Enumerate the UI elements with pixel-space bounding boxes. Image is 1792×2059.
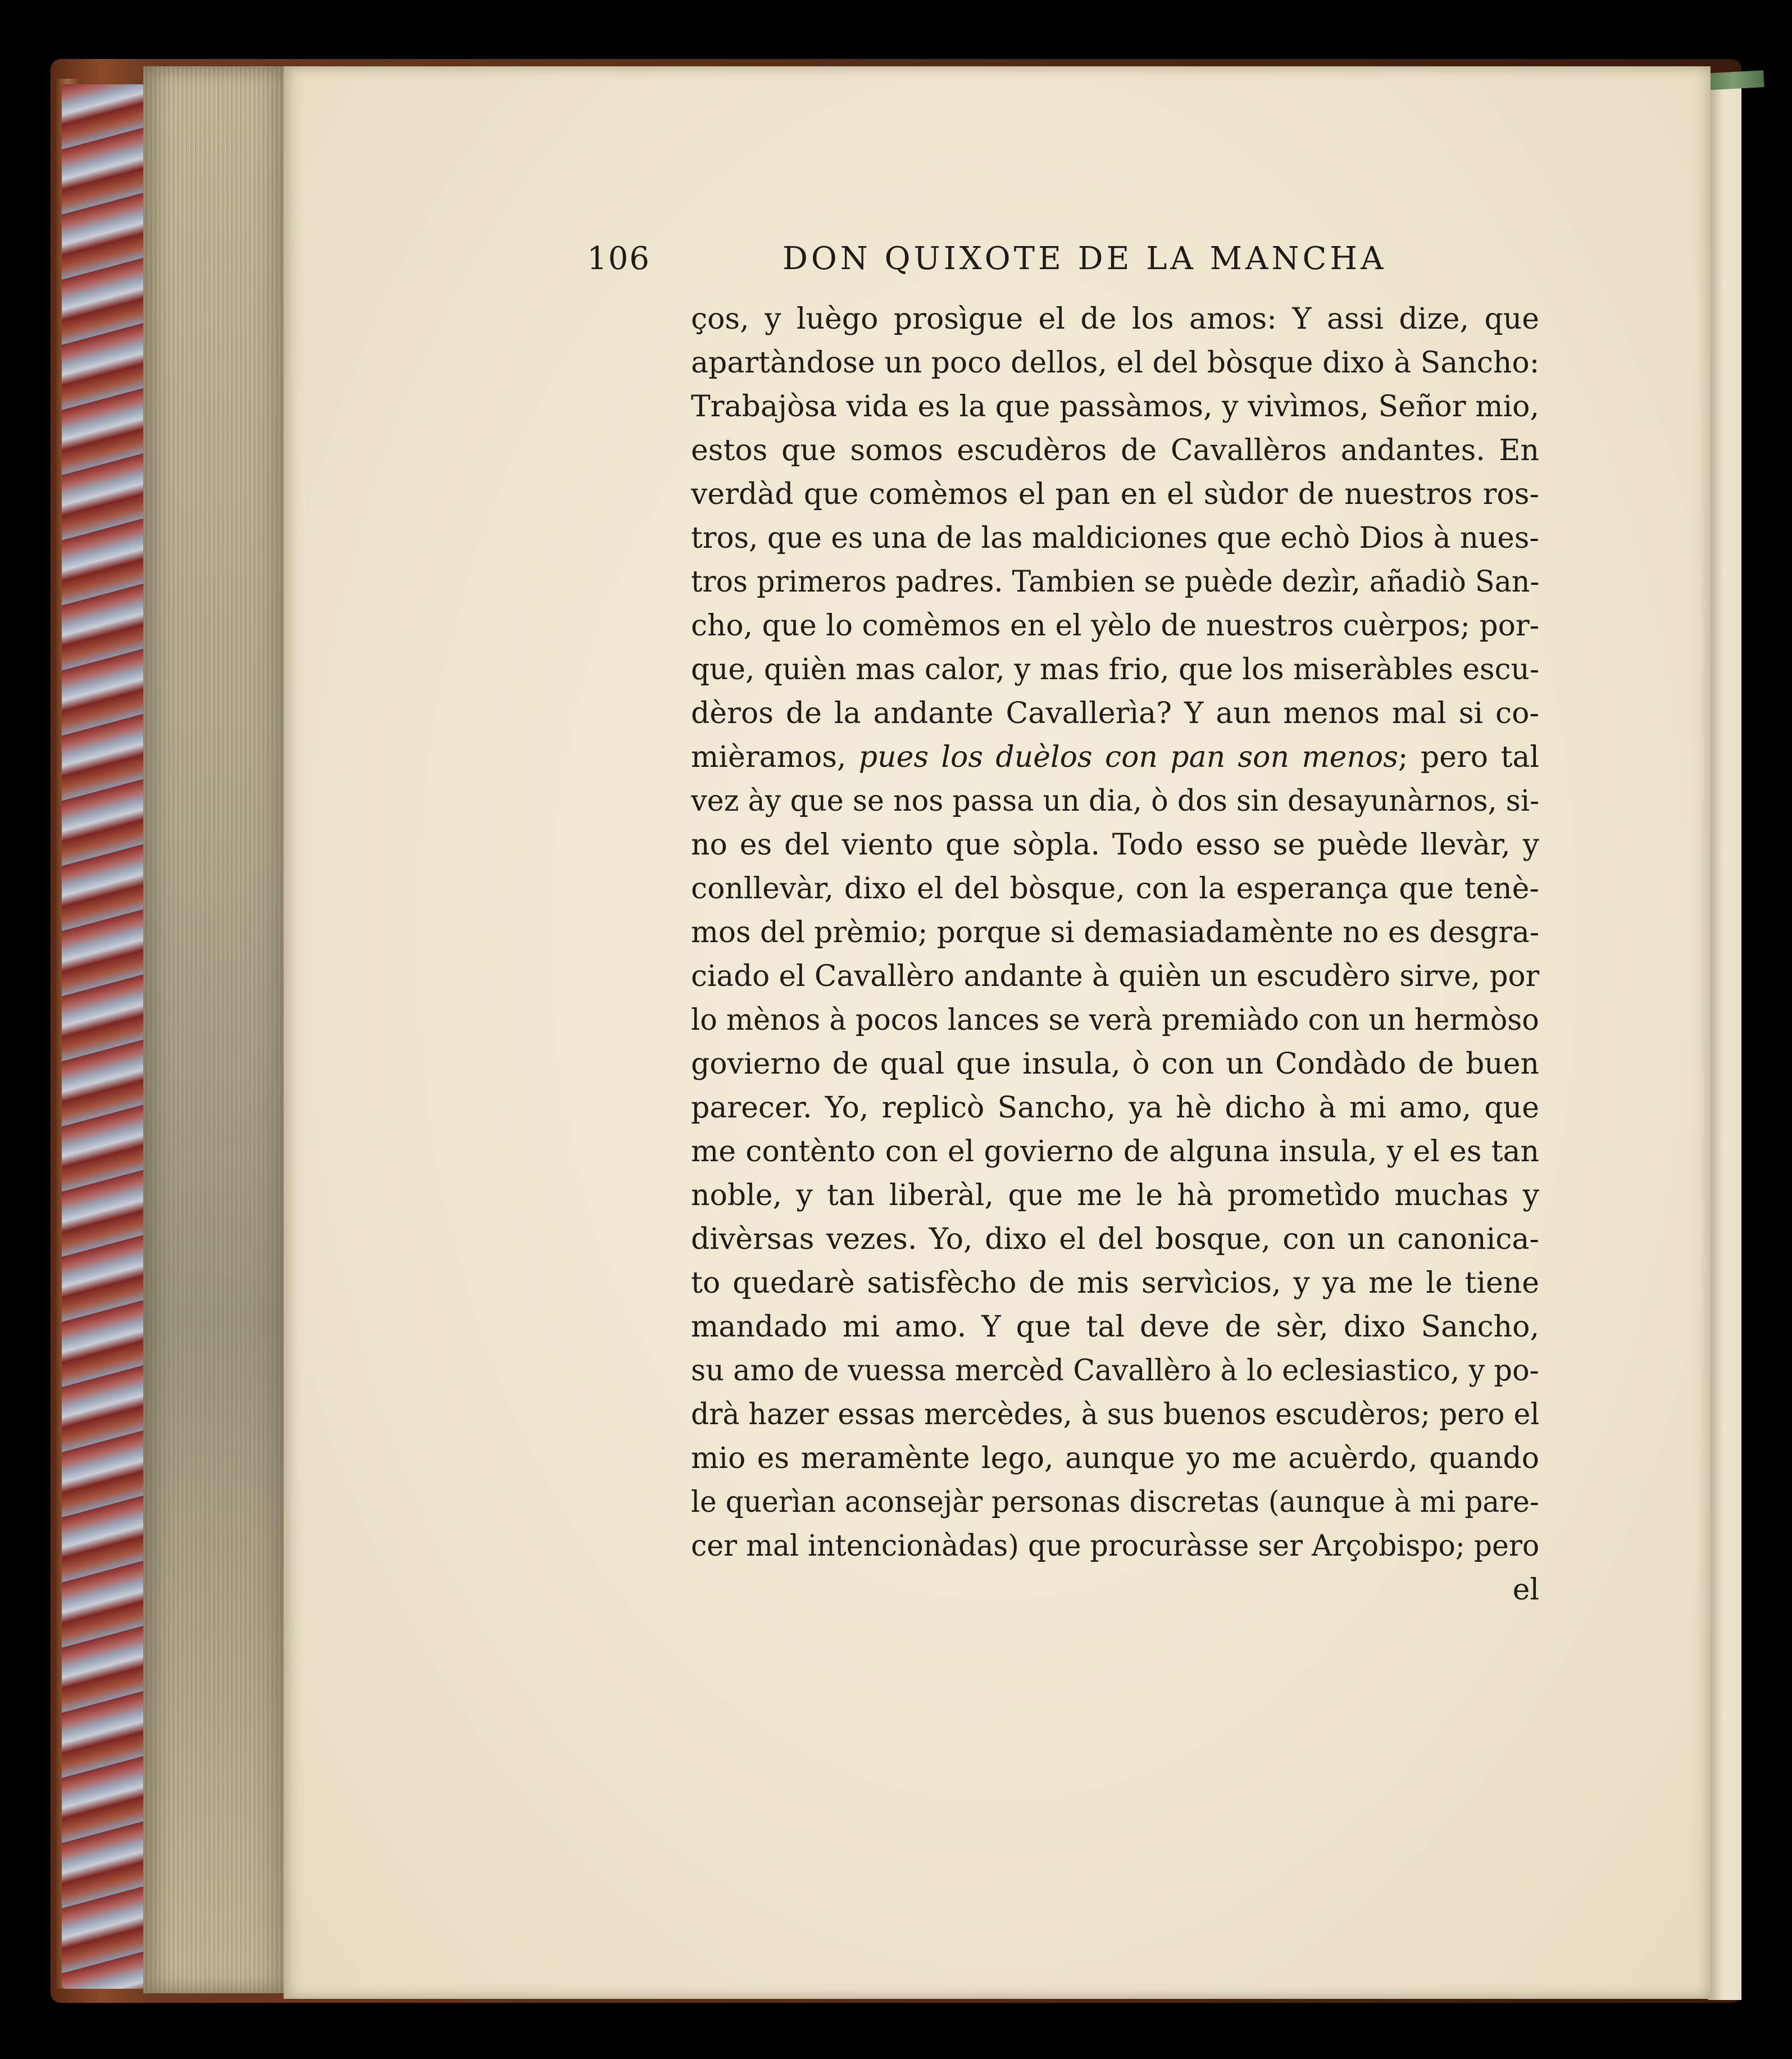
text-line: tros, que es una de las maldiciones que echò Dios à nues-	[691, 521, 1539, 555]
text-line: mio es meramènte lego, aunque yo me acuèrdo, quando	[691, 1442, 1539, 1475]
text-line: drà hazer essas mercèdes, à sus buenos escudèros; pero el	[691, 1398, 1540, 1431]
text-line: tros primeros padres. Tambien se puède dezìr, añadiò San-	[691, 565, 1540, 599]
text-line: me contènto con el govierno de alguna insula, y el es tan	[691, 1135, 1539, 1169]
marbled-endpaper	[62, 84, 146, 1989]
text-line: mos del prèmio; porque si demasiadamènte no es desgra-	[691, 916, 1540, 949]
text-line: cer mal intencionàdas) que procuràsse ser Arçobispo; pero	[691, 1529, 1540, 1563]
text-line: divèrsas vezes. Yo, dixo el del bosque, con un canonica-	[691, 1222, 1539, 1256]
green-ribbon-marker	[1702, 70, 1764, 90]
page-number: 106	[587, 240, 651, 277]
text-line: govierno de qual que insula, ò con un Condàdo de buen	[691, 1047, 1539, 1081]
text-line: to quedarè satisfècho de mis servìcios, y ya me le tiene	[691, 1266, 1539, 1300]
background-edge	[1741, 79, 1792, 2000]
text-line: verdàd que comèmos el pan en el sùdor de nuestros ros-	[691, 478, 1539, 511]
text-line: mièramos, pues los duèlos con pan son menos; pero tal	[691, 740, 1539, 774]
text-line: Trabajòsa vida es la que passàmos, y vivìmos, Señor mio,	[691, 390, 1539, 424]
text-line: estos que somos escudèros de Cavallèros andantes. En	[691, 434, 1539, 467]
italic-proverb: pues los duèlos con pan son menos	[858, 740, 1398, 774]
text-line: apartàndose un poco dellos, el del bòsque dixo à Sancho:	[691, 346, 1540, 380]
text-line: cho, que lo comèmos en el yèlo de nuestros cuèrpos; por-	[691, 609, 1540, 643]
catchword: el	[1512, 1573, 1539, 1607]
text-line: conllevàr, dixo el del bòsque, con la esperança que tenè-	[691, 872, 1539, 906]
text-line: ços, y luègo prosìgue el de los amos: Y assi dize, que	[691, 302, 1539, 336]
text-line: su amo de vuessa mercèd Cavallèro à lo eclesiastico, y po-	[691, 1354, 1539, 1388]
text-line: que, quièn mas calor, y mas frio, que los miseràbles escu-	[691, 653, 1540, 687]
page-edges-shadow	[143, 66, 286, 1993]
text-line: no es del viento que sòpla. Todo esso se puède llevàr, y	[691, 828, 1539, 862]
text-line: noble, y tan liberàl, que me le hà prometìdo muchas y	[691, 1179, 1539, 1212]
text-line: vez ày que se nos passa un dia, ò dos sin desayunàrnos, si-	[691, 784, 1540, 818]
text-line: dèros de la andante Cavallerìa? Y aun menos mal si co-	[691, 697, 1539, 730]
running-head: DON QUIXOTE DE LA MANCHA	[783, 240, 1387, 277]
text-line: parecer. Yo, replicò Sancho, ya hè dicho à mi amo, que	[691, 1091, 1539, 1125]
text-line: mandado mi amo. Y que tal deve de sèr, dixo Sancho,	[691, 1310, 1539, 1344]
text-line: ciado el Cavallèro andante à quièn un escudèro sirve, por	[691, 960, 1540, 993]
text-line: lo mènos à pocos lances se verà premiàdo con un hermòso	[691, 1003, 1539, 1037]
text-line: le querìan aconsejàr personas discretas (aunque à mi pare-	[691, 1485, 1539, 1519]
